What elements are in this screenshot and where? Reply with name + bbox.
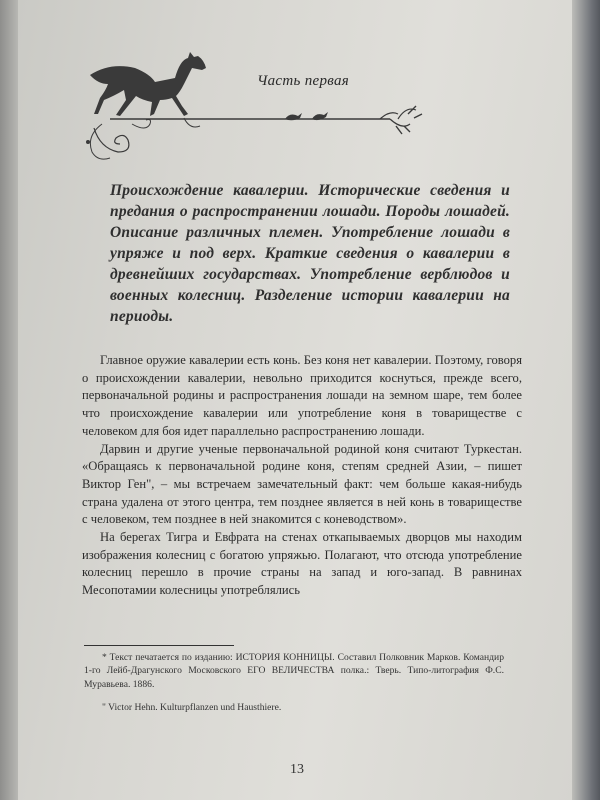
paragraph: Главное оружие кавалерии есть конь. Без коня нет кавалерии. Поэтому, говоря о происхождении кавалерии, невольно приходится коснуться, прежде всего, первоначальной родины и распространения лошади на земном шаре, тем более что происхождение кавалерии или употребление коня в товариществе с человеком для боя идет параллельно распространению лошади.: [82, 353, 522, 438]
footnotes: [84, 651, 504, 725]
page-edge-shadow: [572, 0, 600, 800]
footnote: * Текст печатается по изданию: ИСТОРИЯ КОННИЦЫ. Составил Полковник Марков. Командир 1-го Лейб-Драгунского Московского ЕГО ВЕЛИЧЕСТВА полка.: Тверь. Типо-литография Ф.С. Муравьева. 1886.: [84, 652, 504, 690]
chapter-summary: Происхождение кавалерии. Исторические сведения и предания о распространении лошади. Породы лошадей. Описание различных племен. Употребление лошади в упряже и под верх. Краткие сведения о кавалерии в древнейших государствах. Употребление верблюдов и военных колесниц. Разделение истории кавалерии на периоды.: [110, 182, 510, 325]
footnote-divider: [84, 645, 234, 646]
part-title: Часть первая: [257, 73, 350, 89]
horse-ornament-icon: [80, 40, 480, 170]
footnote: " Victor Hehn. Kulturpflanzen und Hausthiere.: [102, 702, 282, 714]
book-binding: [0, 0, 18, 800]
page-number: 13: [290, 762, 304, 777]
paragraph: Дарвин и другие ученые первоначальной родиной коня считают Туркестан. «Обращаясь к первоначальной родине коня, степям средней Азии, – пишет Виктор Ген", – мы встречаем замечательный факт: чем больше какая-нибудь страна удалена от этого центра, тем позднее является в ней конь в товариществе с человеком, тем позднее в ней знакомится с коневодством».: [82, 441, 522, 527]
body-text: [82, 352, 522, 600]
paragraph: На берегах Тигра и Евфрата на стенах откапываемых дворцов мы находим изображения колесниц с богатою упряжью. Полагают, что отсюда употребление колесниц перешло в прочие страны на запад и юго-запад. В равнинах Месопотамии колесницы употреблялись: [82, 530, 522, 598]
